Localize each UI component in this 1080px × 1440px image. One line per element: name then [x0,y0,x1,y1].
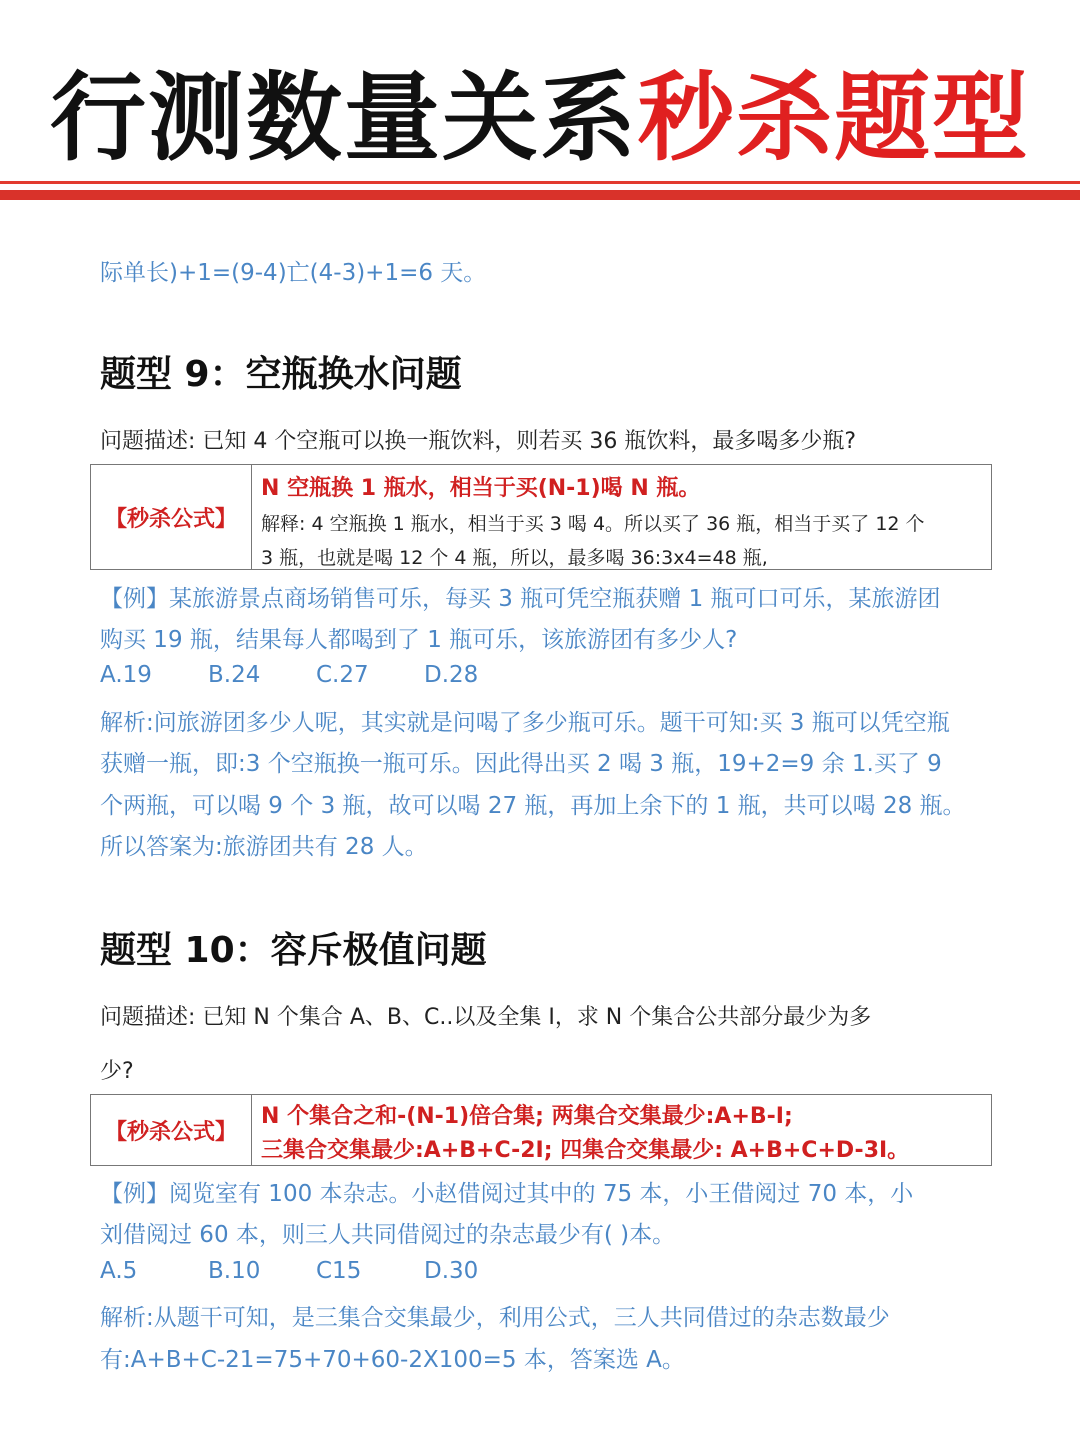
title-black-part: 行测数量关系 [50,62,638,174]
option-d: D.28 [424,662,479,688]
section-10-formula-box [90,1094,992,1166]
section-10-options [100,1258,990,1284]
option-d: D.30 [424,1258,479,1284]
option-b: B.10 [208,1258,261,1284]
section-10-example-line-1: 【例】阅览室有 100 本杂志。小赵借阅过其中的 75 本，小王借阅过 70 本，小 [100,1181,914,1207]
header-divider-thin [0,181,1080,184]
option-a: A.19 [100,662,152,688]
title-red-part: 秒杀题型 [638,62,1030,174]
header-divider-thick [0,190,1080,200]
formula-line-1: N 个集合之和-(N-1)倍合集; 两集合交集最少:A+B-I; [261,1104,793,1129]
previous-section-tail: 际单长)+1=(9-4)亡(4-3)+1=6 天。 [100,260,487,286]
option-a: A.5 [100,1258,138,1284]
section-9-analysis-line-2: 获赠一瓶，即:3 个空瓶换一瓶可乐。因此得出买 2 喝 3 瓶，19+2=9 余 1.买了 9 [100,751,942,777]
section-9-example-line-1: 【例】某旅游景点商场销售可乐，每买 3 瓶可凭空瓶获赠 1 瓶可口可乐，某旅游团 [100,586,941,612]
formula-label: 【秒杀公式】 [91,1095,252,1165]
page-title [0,42,1080,179]
section-10-analysis-line-2: 有:A+B+C-21=75+70+60-2X100=5 本，答案选 A。 [100,1347,685,1373]
section-9-formula-box [90,464,992,570]
formula-explanation-line-2: 3 瓶，也就是喝 12 个 4 瓶，所以，最多喝 36:3x4=48 瓶, [261,547,768,569]
formula-line-2: 三集合交集最少:A+B+C-2I; 四集合交集最少: A+B+C+D-3I。 [261,1138,910,1163]
section-10-description-line-2: 少? [100,1059,134,1084]
option-c: C15 [316,1258,362,1284]
section-10-heading: 题型 10：容斥极值问题 [100,930,487,971]
section-9-analysis-line-1: 解析:问旅游团多少人呢，其实就是问喝了多少瓶可乐。题干可知:买 3 瓶可以凭空瓶 [100,710,950,736]
option-b: B.24 [208,662,261,688]
option-c: C.27 [316,662,369,688]
section-9-description: 问题描述: 已知 4 个空瓶可以换一瓶饮料，则若买 36 瓶饮料，最多喝多少瓶? [100,429,857,454]
page-header [0,0,1080,180]
section-9-analysis-line-3: 个两瓶，可以喝 9 个 3 瓶，故可以喝 27 瓶，再加上余下的 1 瓶，共可以喝 28 瓶。 [100,793,966,819]
section-9-analysis-line-4: 所以答案为:旅游团共有 28 人。 [100,834,428,860]
section-9-example-line-2: 购买 19 瓶，结果每人都喝到了 1 瓶可乐，该旅游团有多少人? [100,627,738,653]
formula-main: N 空瓶换 1 瓶水，相当于买(N-1)喝 N 瓶。 [261,476,701,501]
section-10-description-line-1: 问题描述: 已知 N 个集合 A、B、C..以及全集 I，求 N 个集合公共部分最少为多 [100,1005,872,1030]
section-10-example-line-2: 刘借阅过 60 本，则三人共同借阅过的杂志最少有( )本。 [100,1222,676,1248]
section-9-heading: 题型 9：空瓶换水问题 [100,354,462,395]
formula-label: 【秒杀公式】 [91,465,252,569]
formula-explanation-line-1: 解释: 4 空瓶换 1 瓶水，相当于买 3 喝 4。所以买了 36 瓶，相当于买了 12 个 [261,513,925,535]
section-10-analysis-line-1: 解析:从题干可知，是三集合交集最少，利用公式，三人共同借过的杂志数最少 [100,1305,890,1331]
section-9-options [100,662,990,688]
